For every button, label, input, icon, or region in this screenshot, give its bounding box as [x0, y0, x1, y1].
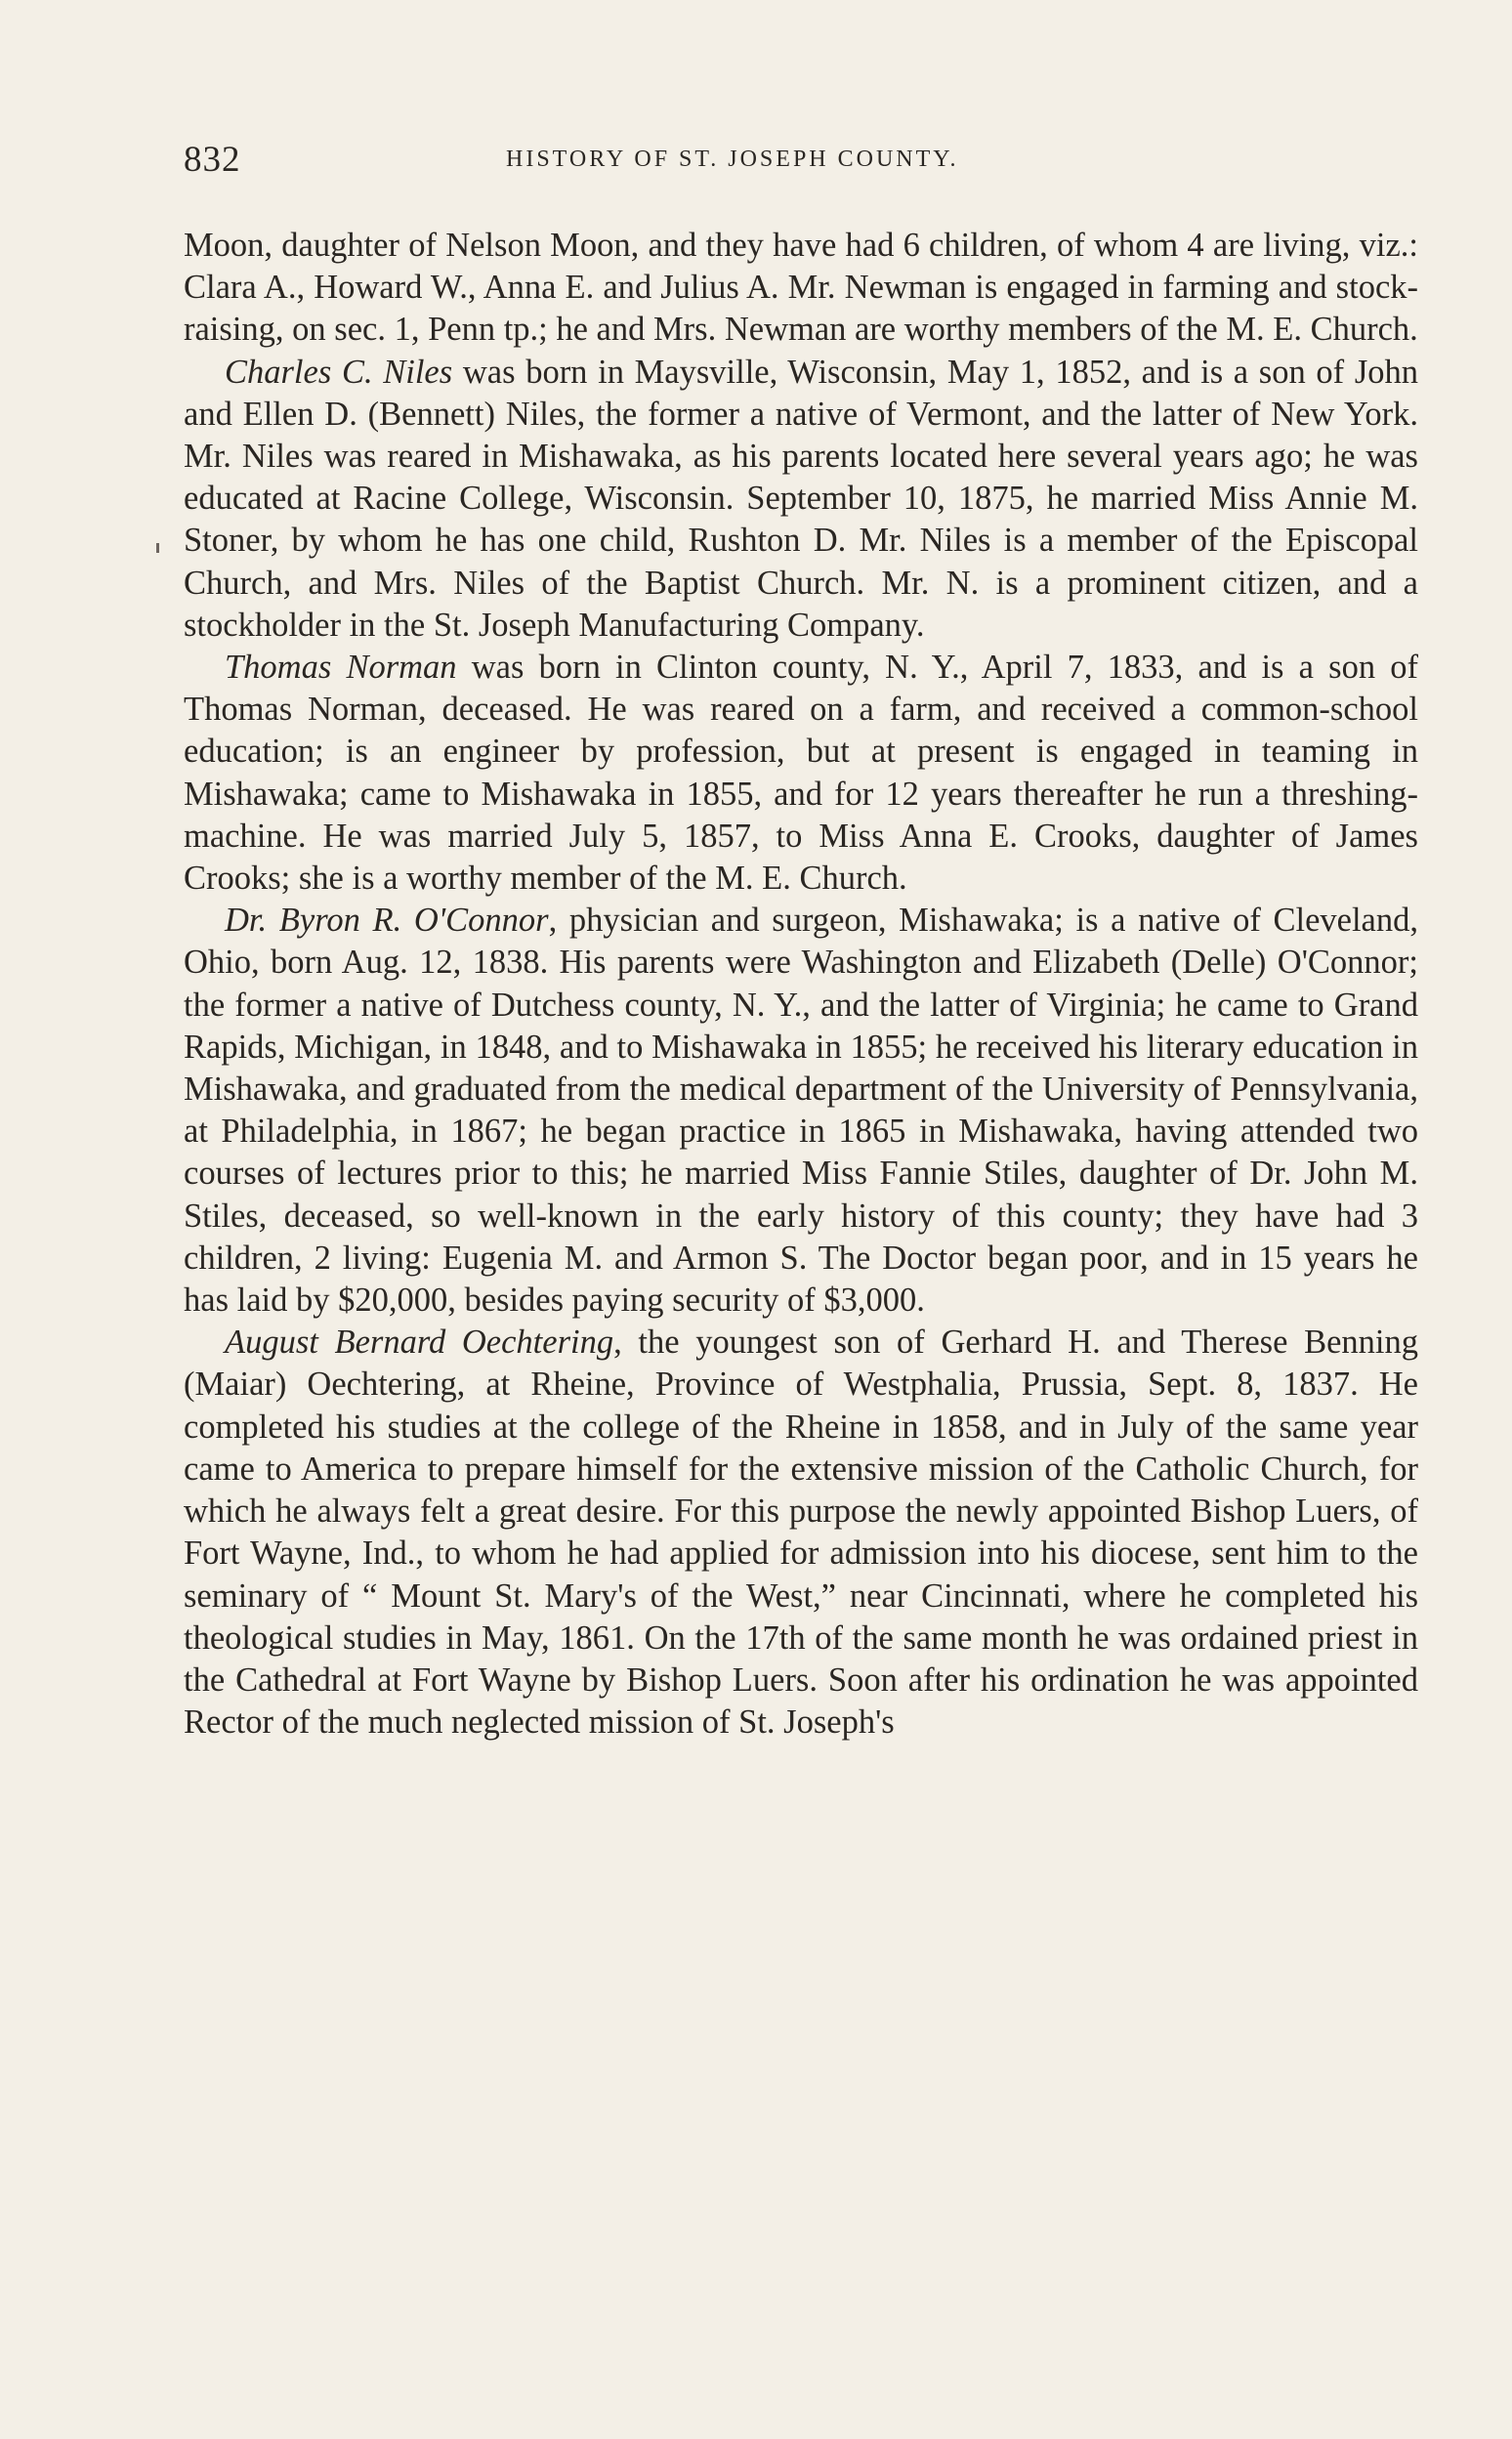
running-title: HISTORY OF ST. JOSEPH COUNTY. — [506, 147, 959, 172]
paragraph-text: , physician and surgeon, Mishawaka; is a native of Cleveland, Ohio, born Aug. 12, 1838. His parents were Washington and Elizabeth (Delle) O'Connor; the former a native of Dutchess county, N. Y., and the latter of Virginia; he came to Grand Rapids, Michigan, in 1848, and to Mishawaka in 1855; he received his literary education in Mishawaka, and graduated from the medical department of the University of Pennsylvania, at Philadelphia, in 1867; he began practice in 1865 in Mishawaka, having attended two courses of lectures prior to this; he married Miss Fannie Stiles, daughter of Dr. John M. Stiles, deceased, so well-known in the early history of this county; they have had 3 children, 2 living: Eugenia M. and Armon S. The Doctor began poor, and in 15 years he has laid by $20,000, besides paying security of $3,000. — [184, 902, 1418, 1320]
paragraph-newman-continued — [184, 225, 1418, 352]
paragraph-text: , the youngest son of Gerhard H. and Therese Benning (Maiar) Oechtering, at Rheine, Province of Westphalia, Prussia, Sept. 8, 1837. He completed his studies at the college of the Rheine in 1858, and in July of the same year came to America to prepare himself for the extensive mission of the Catholic Church, for which he always felt a great desire. For this purpose the newly appointed Bishop Luers, of Fort Wayne, Ind., to whom he had applied for admission into his diocese, sent him to the seminary of “ Mount St. Mary's of the West,” near Cincinnati, where he completed his theological studies in May, 1861. On the 17th of the same month he was ordained priest in the Cathedral at Fort Wayne by Bishop Luers. Soon after his ordination he was appointed Rector of the much neglected mission of St. Joseph's — [184, 1324, 1418, 1742]
paragraph-oconnor — [184, 900, 1418, 1322]
biography-name: Charles C. Niles — [225, 353, 453, 391]
body-text — [184, 225, 1418, 1744]
biography-name: Dr. Byron R. O'Connor — [225, 902, 549, 940]
margin-mark — [156, 543, 159, 553]
biography-name: Thomas Norman — [225, 649, 457, 687]
page-number: 832 — [184, 140, 241, 180]
page-header — [184, 139, 1414, 188]
paragraph-oechtering — [184, 1322, 1418, 1744]
paragraph-norman — [184, 647, 1418, 900]
paragraph-niles — [184, 352, 1418, 647]
biography-name: August Bernard Oechtering — [225, 1324, 614, 1362]
paragraph-text: Moon, daughter of Nelson Moon, and they have had 6 children, of whom 4 are living, viz.: Clara A., Howard W., Anna E. and Julius A. Mr. Newman is engaged in farming and stock-raising, on sec. 1, Penn tp.; he and Mrs. Newman are worthy members of the M. E. Church. — [184, 227, 1418, 349]
paragraph-text: was born in Clinton county, N. Y., April 7, 1833, and is a son of Thomas Norman, deceased. He was reared on a farm, and received a common-school education; is an engineer by profession, but at present is engaged in teaming in Mishawaka; came to Mishawaka in 1855, and for 12 years thereafter he run a threshing-machine. He was married July 5, 1857, to Miss Anna E. Crooks, daughter of James Crooks; she is a worthy member of the M. E. Church. — [184, 649, 1418, 898]
paragraph-text: was born in Maysville, Wisconsin, May 1, 1852, and is a son of John and Ellen D. (Bennett) Niles, the former a native of Vermont, and the latter of New York. Mr. Niles was reared in Mishawaka, as his parents located here several years ago; he was educated at Racine College, Wisconsin. September 10, 1875, he married Miss Annie M. Stoner, by whom he has one child, Rushton D. Mr. Niles is a member of the Episcopal Church, and Mrs. Niles of the Baptist Church. Mr. N. is a prominent citizen, and a stockholder in the St. Joseph Manufacturing Company. — [184, 353, 1418, 644]
